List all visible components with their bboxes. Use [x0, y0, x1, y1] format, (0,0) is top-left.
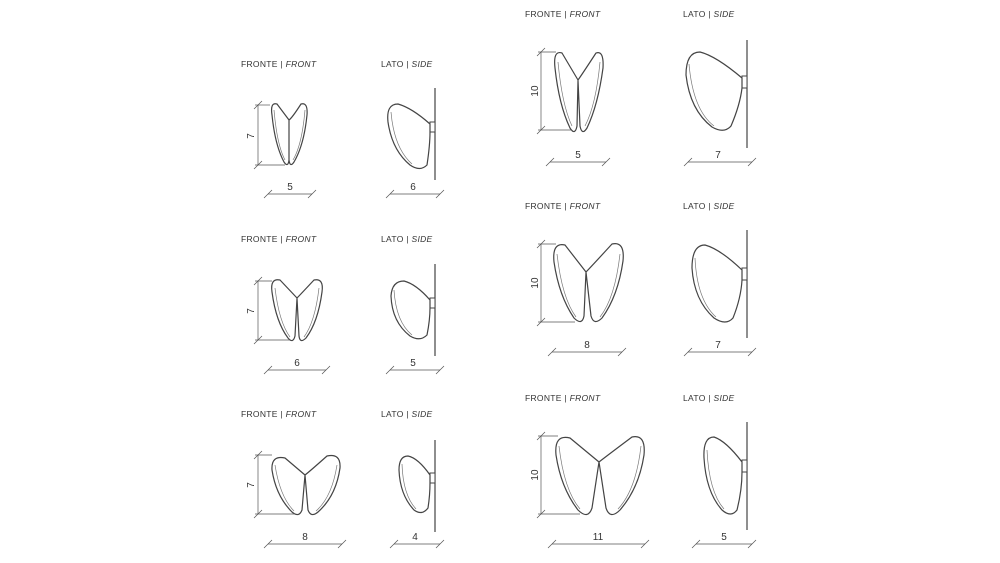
front-width-value: 6	[294, 358, 300, 369]
side-depth-value: 7	[715, 150, 721, 161]
front-height-value: 10	[530, 85, 541, 97]
wall-mount	[742, 268, 747, 280]
front-height-value: 10	[530, 469, 541, 481]
front-width-value: 5	[575, 150, 581, 161]
front-view-shape	[554, 244, 624, 322]
side-depth-value: 5	[410, 358, 416, 369]
wall-mount	[742, 76, 747, 88]
front-view-shape	[272, 456, 340, 515]
variant-large-10x5	[525, 9, 756, 166]
front-height-value: 7	[246, 308, 257, 314]
side-depth-value: 7	[715, 340, 721, 351]
variant-small-7x6	[241, 234, 444, 374]
front-label: FRONTE | FRONT	[241, 234, 317, 244]
side-depth-value: 6	[410, 182, 416, 193]
front-width-value: 5	[287, 182, 293, 193]
front-label: FRONTE | FRONT	[525, 9, 601, 19]
wall-mount	[430, 473, 435, 483]
front-view-shape	[556, 437, 644, 515]
side-depth-value: 4	[412, 532, 418, 543]
wall-mount	[742, 460, 747, 472]
front-height-value: 10	[530, 277, 541, 289]
side-depth-value: 5	[721, 532, 727, 543]
front-label: FRONTE | FRONT	[241, 59, 317, 69]
front-height-value: 7	[246, 482, 257, 488]
front-width-value: 8	[584, 340, 590, 351]
wall-mount	[430, 298, 435, 308]
side-label: LATO | SIDE	[683, 393, 735, 403]
side-label: LATO | SIDE	[381, 409, 433, 419]
front-label: FRONTE | FRONT	[525, 393, 601, 403]
variant-large-10x11	[525, 393, 756, 548]
side-label: LATO | SIDE	[381, 59, 433, 69]
front-view-shape	[272, 280, 323, 341]
front-label: FRONTE | FRONT	[525, 201, 601, 211]
front-label: FRONTE | FRONT	[241, 409, 317, 419]
side-view-shape	[692, 245, 742, 322]
side-label: LATO | SIDE	[381, 234, 433, 244]
side-view-shape	[388, 104, 430, 169]
variant-small-7x8	[241, 409, 444, 548]
front-width-value: 8	[302, 532, 308, 543]
front-height-value: 7	[246, 133, 257, 139]
side-label: LATO | SIDE	[683, 9, 735, 19]
side-view-shape	[686, 52, 742, 130]
variant-large-10x8	[525, 201, 756, 356]
front-width-value: 11	[592, 532, 604, 543]
side-view-shape	[399, 456, 430, 513]
variant-small-7x5	[241, 59, 444, 198]
wall-mount	[430, 122, 435, 132]
side-label: LATO | SIDE	[683, 201, 735, 211]
